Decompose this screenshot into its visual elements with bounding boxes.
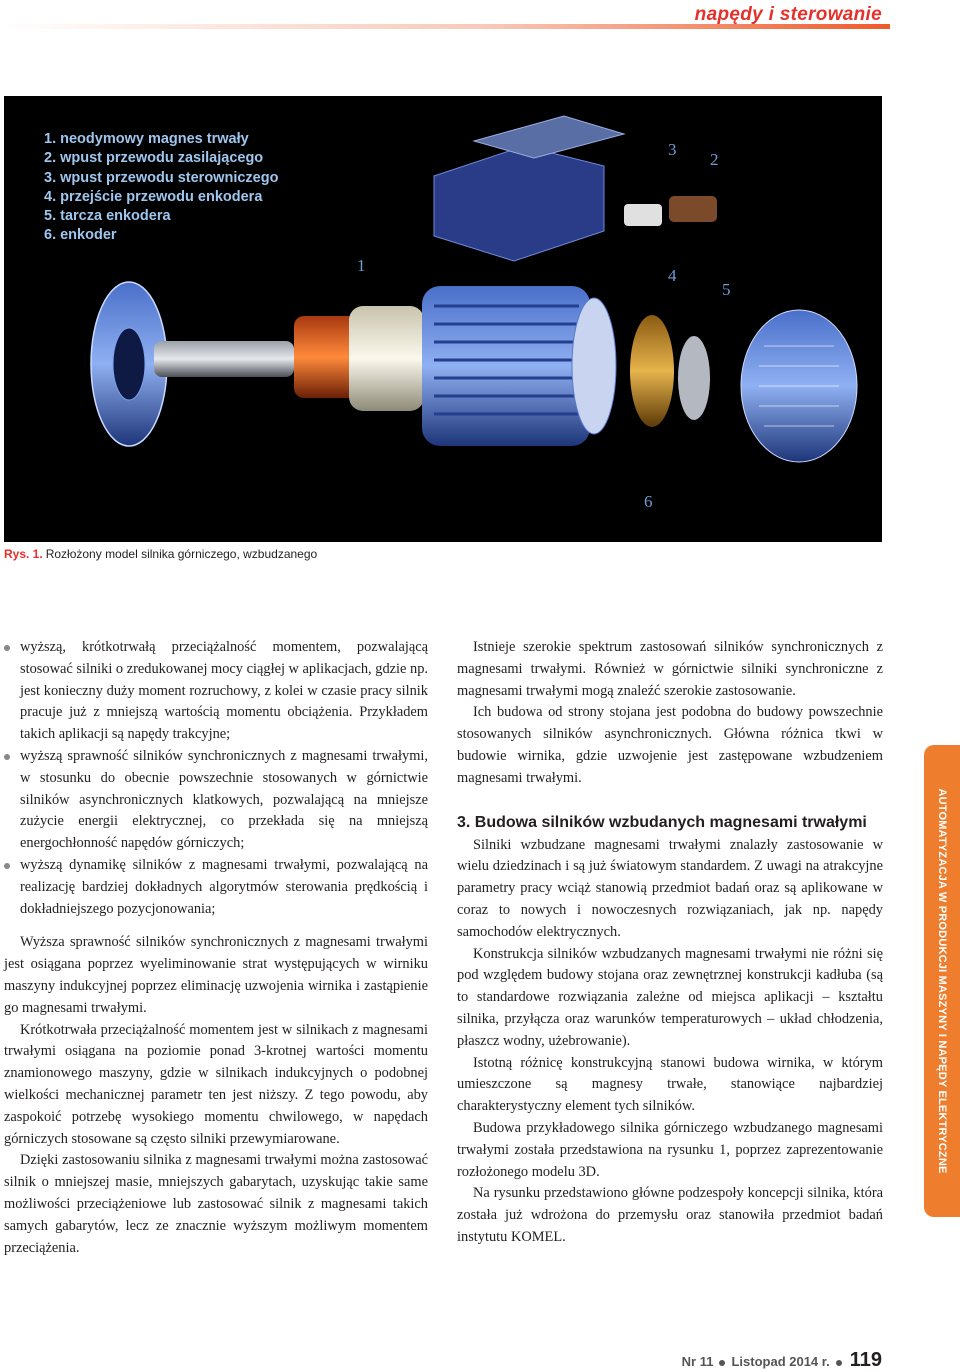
paragraph: Dzięki zastosowaniu silnika z magnesami trwałymi można zastosować silnik o mniejszej masie, mniejszych gabarytach, uzyskując takie same możliwości przeciążeniowe lub zastosować silnik z magnesami takich samych gabarytów, lecz ze znacznie wyższym możliwym momentem przeciążenia. [4, 1152, 428, 1256]
paragraph: Konstrukcja silników wzbudzanych magnesami trwałymi nie różni się pod względem budowy stojana oraz zewnętrznej konstrukcji kadłuba (są to standardowe rozwiązania zależne od miejsca aplikacji – kształtu silnika, przyłącza oraz warunków temperaturowych – układ chłodzenia, płaszcz wodny, użebrowanie). [457, 945, 883, 1049]
motor-housing [422, 286, 590, 446]
terminal-box [434, 146, 604, 261]
cable-gland-control [624, 204, 662, 226]
figure-exploded-motor [4, 96, 882, 542]
paragraph: Wyższa sprawność silników synchronicznych z magnesami trwałymi jest osiągana poprzez wyeliminowanie strat występujących w wirniku maszyny indukcyjnej poprzez eliminację uzwojenia wirnika i zastąpienie go magnesami trwałymi. [4, 934, 428, 1016]
issue-date: Listopad 2014 r. [731, 1354, 830, 1369]
callout-label: 3 [668, 140, 677, 159]
legend-item: 2. wpust przewodu zasilającego [44, 150, 264, 167]
paragraph: Budowa przykładowego silnika górniczego wzbudzanego magnesami trwałymi została przedstawiona na rysunku 1, poprzez zaprezentowanie rozłożonego modelu 3D. [457, 1119, 883, 1180]
left-column [4, 637, 428, 1259]
paragraph: Silniki wzbudzane magnesami trwałymi znalazły zastosowanie w wielu dziedzinach i są już światowym standardem. Z uwagi na atrakcyjne parametry pracy wciąż stanowią przedmiot badań oraz są aplikowane w coraz to nowych i nowoczesnych rozwiązaniach, jak np. napędy samochodów elektrycznych. [457, 836, 883, 940]
list-item: wyższą dynamikę silników z magnesami trwałymi, pozwalającą na realizację bardziej dokładnych algorytmów sterowania prędkością i dokładniejszego pozycjonowania; [4, 855, 428, 920]
list-item: wyższą, krótkotrwałą przeciążalność momentem, pozwalającą stosować silniki o zredukowanej mocy ciągłej w aplikacjach, gdzie np. jest konieczny duży moment rozruchowy, z kolei w czasie pracy silnik pracuje już z mniejszą wartością momentu obciążenia. Przykładem takich aplikacji są napędy trakcyjne; [4, 637, 428, 746]
issue-number: Nr 11 [681, 1354, 714, 1369]
section-side-tab [924, 745, 960, 1217]
encoder-disk [630, 315, 674, 427]
callout-label: 4 [668, 266, 677, 285]
paragraph: Ich budowa od strony stojana jest podobna do budowy powszechnie stosowanych silników asynchronicznych. Główna różnica tkwi w budowie wirnika, gdzie uzwojenie jest zastępowane wzbudzeniem magnesami trwałymi. [457, 704, 883, 786]
callout-label: 2 [710, 150, 719, 169]
figure-legend [44, 130, 278, 246]
side-tab-label: AUTOMATYZACJA W PRODUKCJI MASZYNY I NAPĘDY ELEKTRYCZNE [936, 788, 948, 1174]
bullet-separator [719, 1360, 725, 1366]
legend-item: 1. neodymowy magnes trwały [44, 131, 249, 147]
advantages-list [4, 637, 428, 920]
legend-item: 6. enkoder [44, 227, 117, 244]
caption-text: Rozłożony model silnika górniczego, wzbudzanego [45, 547, 318, 561]
section-heading: 3. Budowa silników wzbudanych magnesami trwałymi [457, 813, 867, 831]
terminal-box-lid [474, 116, 624, 158]
page-footer [682, 1349, 882, 1372]
paragraph: Krótkotrwała przeciążalność momentem jest w silnikach z magnesami trwałymi osiągana na poziomie ponad 3-krotnej wartości momentu znamionowego maszyny, gdzie w silnikach indukcyjnych o podobnej wielkości mechanicznej parametr ten jest niższy. Z tego powodu, aby zaspokoić potrzebę wysokiego momentu chwilowego, w napędach górniczych stosowane są często silniki przewymiarowane. [4, 1021, 428, 1147]
paragraph: Istnieje szerokie spektrum zastosowań silników synchronicznych z magnesami trwałymi. Również w górnictwie silniki synchroniczne z magnesami trwałymi mogą znaleźć szerokie zastosowanie. [457, 639, 883, 699]
legend-item: 4. przejście przewodu enkodera [44, 188, 263, 205]
rotor-shaft [154, 341, 294, 377]
legend-item: 5. tarcza enkodera [44, 208, 171, 225]
callout-label: 5 [722, 280, 731, 299]
right-column [457, 637, 883, 1249]
page-number: 119 [849, 1349, 882, 1371]
figure-caption [4, 547, 317, 561]
list-item: wyższą sprawność silników synchronicznych z magnesami trwałymi, w stosunku do obecnie powszechnie stosowanych w górnictwie silników asynchronicznych klatkowych, pozwalającą na mniejsze zużycie energii elektrycznej, co przekłada się na mniejszą energochłonność napędów górniczych; [4, 746, 428, 855]
section-title: napędy i sterowanie [694, 4, 882, 25]
legend-item: 3. wpust przewodu sterowniczego [44, 169, 279, 186]
callout-label: 6 [644, 492, 653, 511]
stator-winding [349, 306, 424, 411]
cable-gland-power [669, 196, 717, 222]
caption-number: Rys. 1. [4, 547, 43, 561]
bullet-separator [836, 1360, 842, 1366]
paragraph: Istotną różnicę konstrukcyjną stanowi budowa wirnika, w którym umieszczone są magnesy trwałe, stanowiące najbardziej charakterystyczny element tych silników. [457, 1054, 883, 1115]
callout-label: 1 [357, 256, 366, 275]
paragraph: Na rysunku przedstawiono główne podzespoły koncepcji silnika, która została już wdrożona do przemysłu oraz stanowiła przedmiot badań instytutu KOMEL. [457, 1185, 883, 1245]
